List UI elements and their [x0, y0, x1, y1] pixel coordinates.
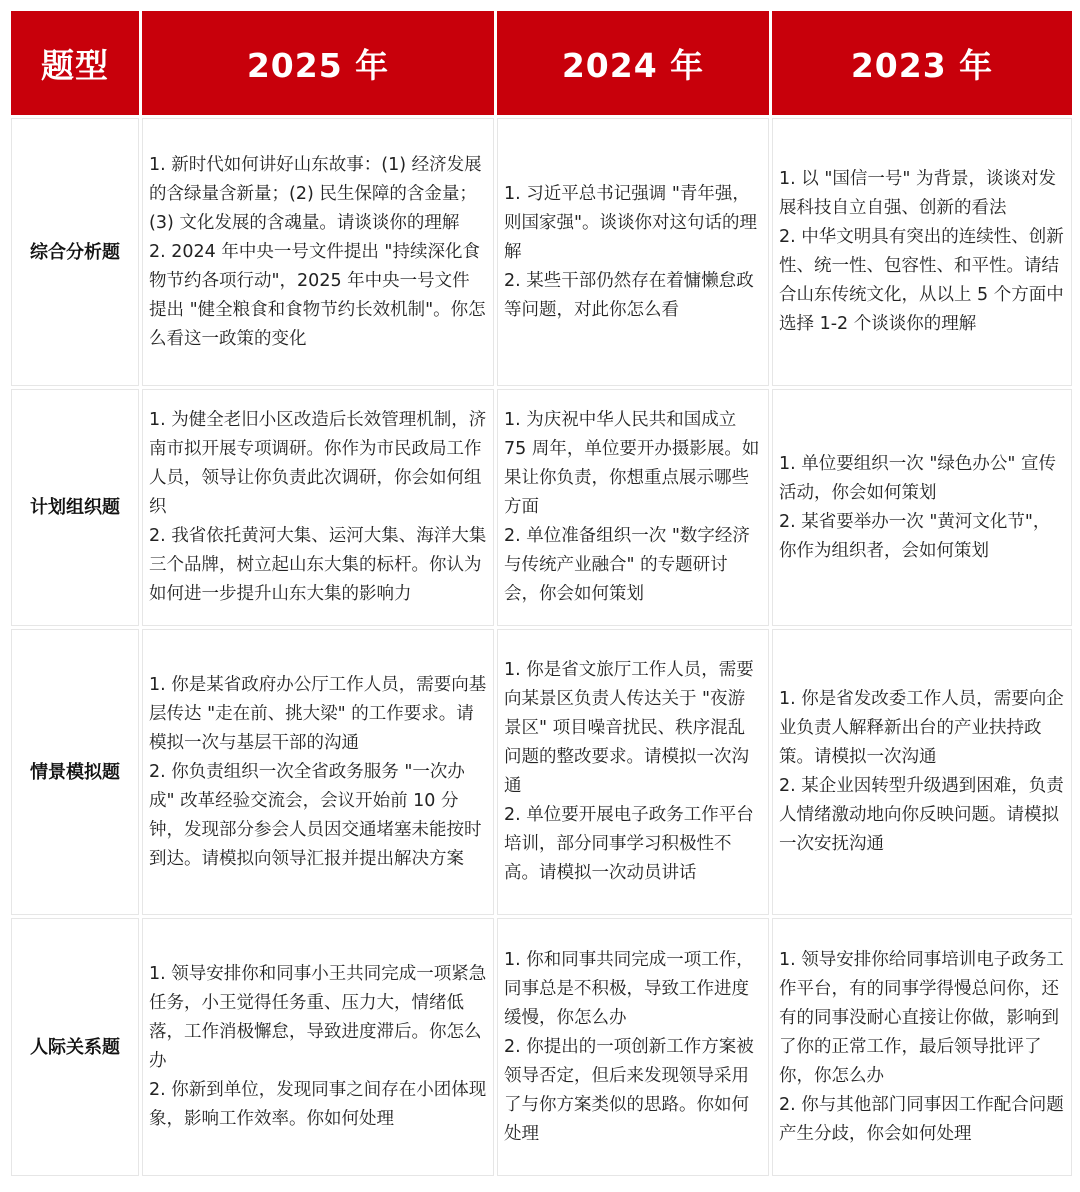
question-item: 1. 你是省文旅厅工作人员，需要向某景区负责人传达关于 "夜游景区" 项目噪音扰民、秩序混乱问题的整改要求。请模拟一次沟通: [504, 660, 754, 796]
exam-table-wrapper: [8, 8, 1072, 1184]
question-item: 2. 你提出的一项创新工作方案被领导否定，但后来发现领导采用了与你方案类似的思路。你如何处理: [504, 1036, 754, 1144]
table-header-row: [11, 11, 1072, 115]
table-row: [11, 118, 1072, 386]
exam-question-table: [8, 8, 1075, 1179]
question-item: 1. 领导安排你给同事培训电子政务工作平台，有的同事学得慢总问你，还有的同事没耐心直接让你做，影响到了你的正常工作，最后领导批评了你，你怎么办: [779, 949, 1064, 1086]
cell-2023: [772, 389, 1072, 626]
cell-2025: [142, 118, 494, 386]
question-item: 1. 以 "国信一号" 为背景，谈谈对发展科技自立自强、创新的看法: [779, 169, 1056, 218]
cell-2025: [142, 629, 494, 915]
question-item: 2. 2024 年中央一号文件提出 "持续深化食物节约各项行动"，2025 年中央一号文件提出 "健全粮食和食物节约长效机制"。你怎么看这一政策的变化: [149, 241, 486, 349]
table-row: [11, 629, 1072, 915]
question-item: 1. 为庆祝中华人民共和国成立 75 周年，单位要开办摄影展。如果让你负责，你想重点展示哪些方面: [504, 410, 760, 517]
header-year-2024: 2024 年: [497, 11, 769, 115]
question-item: 2. 单位要开展电子政务工作平台培训，部分同事学习积极性不高。请模拟一次动员讲话: [504, 805, 754, 883]
question-item: 2. 你与其他部门同事因工作配合问题产生分歧，你会如何处理: [779, 1094, 1064, 1144]
row-type-label: 综合分析题: [11, 118, 139, 386]
question-item: 1. 为健全老旧小区改造后长效管理机制，济南市拟开展专项调研。你作为市民政局工作人员，领导让你负责此次调研，你会如何组织: [149, 410, 487, 517]
cell-2025: [142, 389, 494, 626]
header-type: 题型: [11, 11, 139, 115]
cell-2023: [772, 629, 1072, 915]
question-item: 2. 单位准备组织一次 "数字经济与传统产业融合" 的专题研讨会，你会如何策划: [504, 526, 750, 604]
question-item: 2. 你负责组织一次全省政务服务 "一次办成" 改革经验交流会，会议开始前 10 分钟，发现部分参会人员因交通堵塞未能按时到达。请模拟向领导汇报并提出解决方案: [149, 761, 482, 869]
question-item: 1. 习近平总书记强调 "青年强，则国家强"。谈谈你对这句话的理解: [504, 183, 758, 262]
cell-2024: [497, 389, 769, 626]
question-item: 1. 领导安排你和同事小王共同完成一项紧急任务，小王觉得任务重、压力大，情绪低落，工作消极懈怠，导致进度滞后。你怎么办: [149, 964, 487, 1071]
question-item: 2. 某企业因转型升级遇到困难，负责人情绪激动地向你反映问题。请模拟一次安抚沟通: [779, 776, 1064, 854]
header-year-2025: 2025 年: [142, 11, 494, 115]
cell-2025: [142, 918, 494, 1176]
cell-2023: [772, 918, 1072, 1176]
question-item: 1. 你和同事共同完成一项工作，同事总是不积极，导致工作进度缓慢，你怎么办: [504, 949, 754, 1028]
cell-2024: [497, 629, 769, 915]
question-item: 2. 某些干部仍然存在着慵懒怠政等问题，对此你怎么看: [504, 270, 754, 320]
question-item: 1. 单位要组织一次 "绿色办公" 宣传活动，你会如何策划: [779, 453, 1056, 503]
question-item: 2. 中华文明具有突出的连续性、创新性、统一性、包容性、和平性。请结合山东传统文化，从以上 5 个方面中选择 1-2 个谈谈你的理解: [779, 227, 1064, 334]
cell-2024: [497, 918, 769, 1176]
row-type-label: 人际关系题: [11, 918, 139, 1176]
question-item: 1. 你是省发改委工作人员，需要向企业负责人解释新出台的产业扶持政策。请模拟一次沟通: [779, 689, 1064, 767]
question-item: 1. 新时代如何讲好山东故事：(1) 经济发展的含绿量含新量；(2) 民生保障的含金量；(3) 文化发展的含魂量。请谈谈你的理解: [149, 154, 482, 233]
question-item: 1. 你是某省政府办公厅工作人员，需要向基层传达 "走在前、挑大梁" 的工作要求。请模拟一次与基层干部的沟通: [149, 674, 487, 753]
cell-2023: [772, 118, 1072, 386]
table-row: [11, 918, 1072, 1176]
question-item: 2. 某省要举办一次 "黄河文化节"，你作为组织者，会如何策划: [779, 511, 1051, 561]
row-type-label: 情景模拟题: [11, 629, 139, 915]
row-type-label: 计划组织题: [11, 389, 139, 626]
question-item: 2. 你新到单位，发现同事之间存在小团体现象，影响工作效率。你如何处理: [149, 1080, 487, 1129]
header-year-2023: 2023 年: [772, 11, 1072, 115]
cell-2024: [497, 118, 769, 386]
table-row: [11, 389, 1072, 626]
question-item: 2. 我省依托黄河大集、运河大集、海洋大集三个品牌，树立起山东大集的标杆。你认为如何进一步提升山东大集的影响力: [149, 526, 487, 604]
